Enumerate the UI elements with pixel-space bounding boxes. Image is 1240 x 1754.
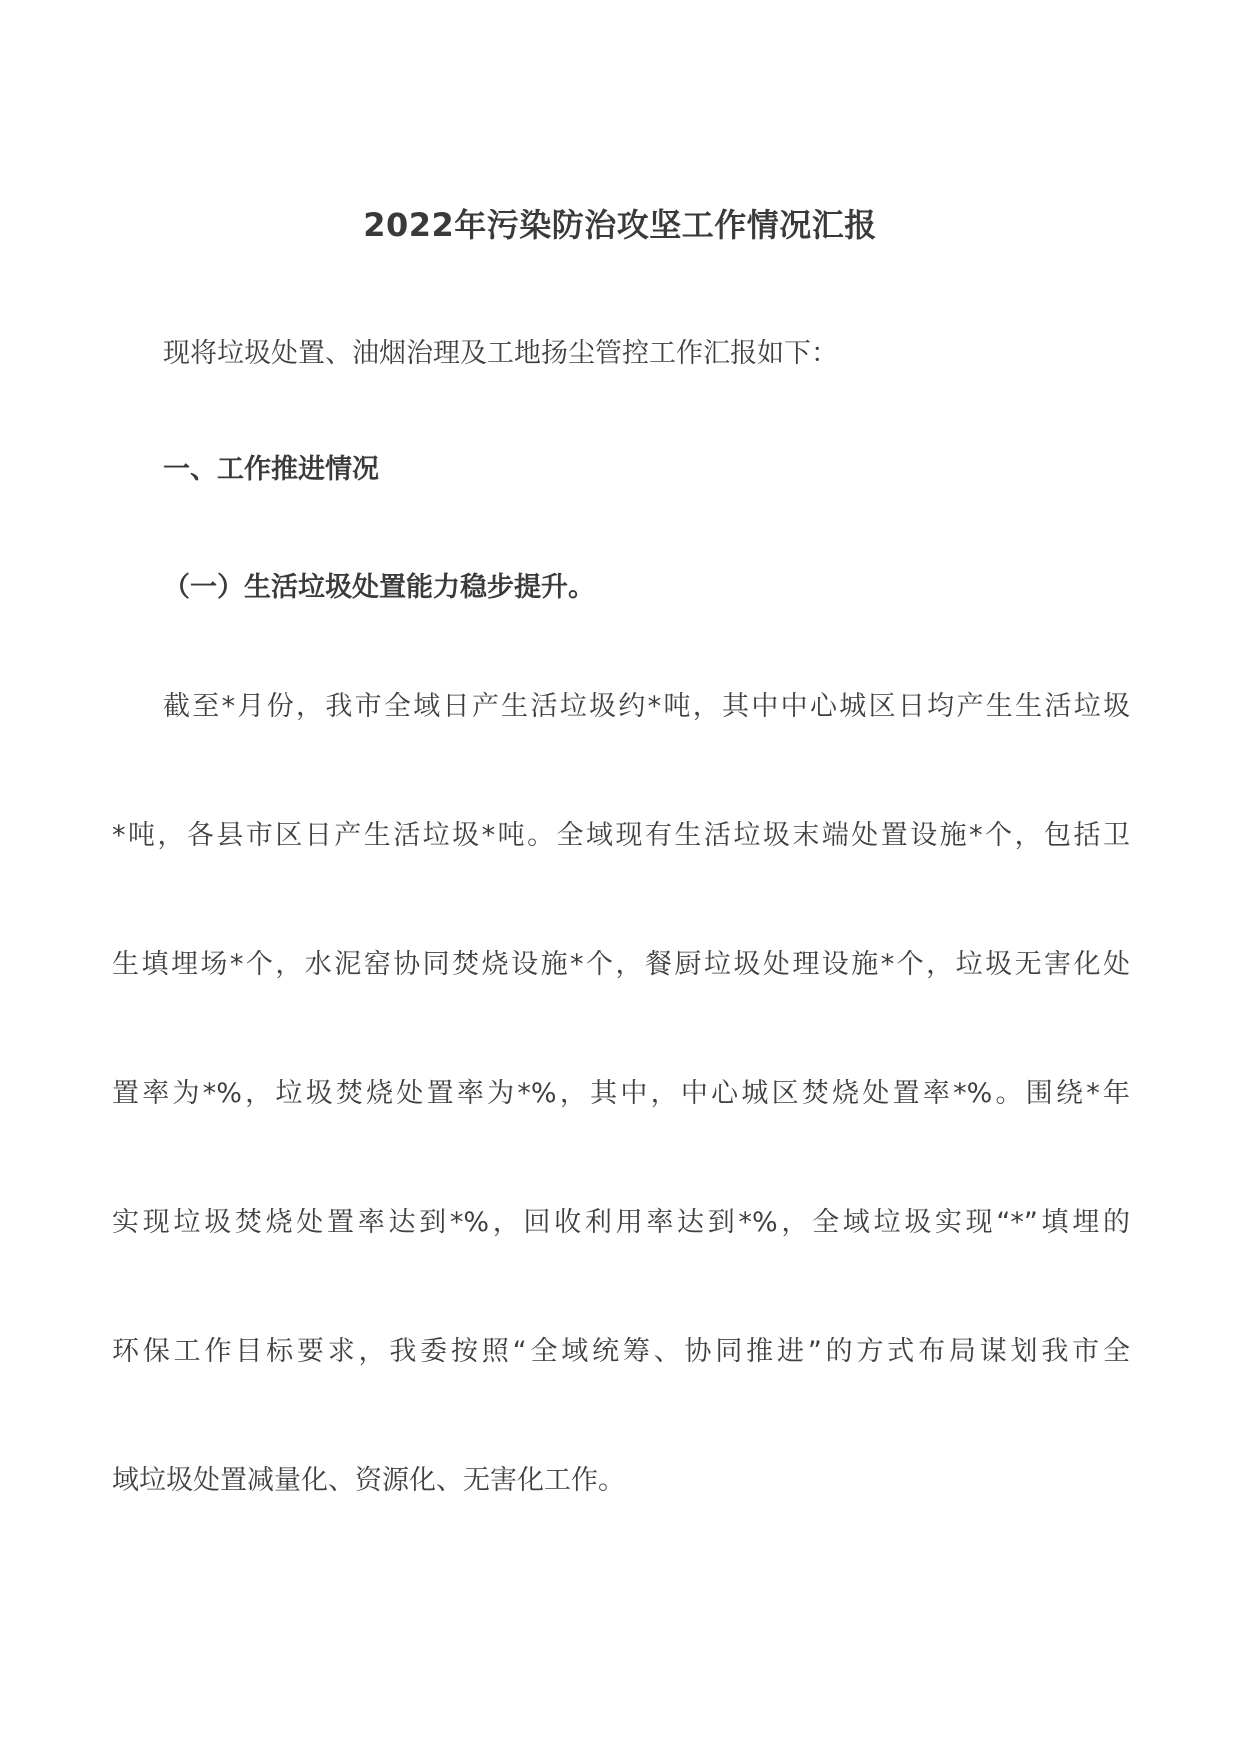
document-title: 2022年污染防治攻坚工作情况汇报 bbox=[363, 206, 877, 244]
paragraph-line: 截至*月份，我市全域日产生活垃圾约*吨，其中中心城区日均产生生活垃圾 bbox=[163, 691, 1130, 722]
paragraph-line: 实现垃圾焚烧处置率达到*%，回收利用率达到*%，全域垃圾实现“*”填埋的 bbox=[112, 1207, 1130, 1238]
paragraph-line: 环保工作目标要求，我委按照“全域统筹、协同推进”的方式布局谋划我市全 bbox=[112, 1336, 1130, 1367]
paragraph-line: *吨，各县市区日产生活垃圾*吨。全域现有生活垃圾末端处置设施*个，包括卫 bbox=[112, 820, 1130, 851]
subsection-heading: （一）生活垃圾处置能力稳步提升。 bbox=[163, 572, 595, 603]
paragraph-line: 生填埋场*个，水泥窑协同焚烧设施*个，餐厨垃圾处理设施*个，垃圾无害化处 bbox=[112, 949, 1130, 980]
intro-paragraph: 现将垃圾处置、油烟治理及工地扬尘管控工作汇报如下： bbox=[163, 338, 838, 369]
section-heading: 一、工作推进情况 bbox=[163, 454, 379, 485]
paragraph-line: 置率为*%，垃圾焚烧处置率为*%，其中，中心城区焚烧处置率*%。围绕*年 bbox=[112, 1078, 1130, 1109]
paragraph-line: 域垃圾处置减量化、资源化、无害化工作。 bbox=[112, 1465, 625, 1496]
